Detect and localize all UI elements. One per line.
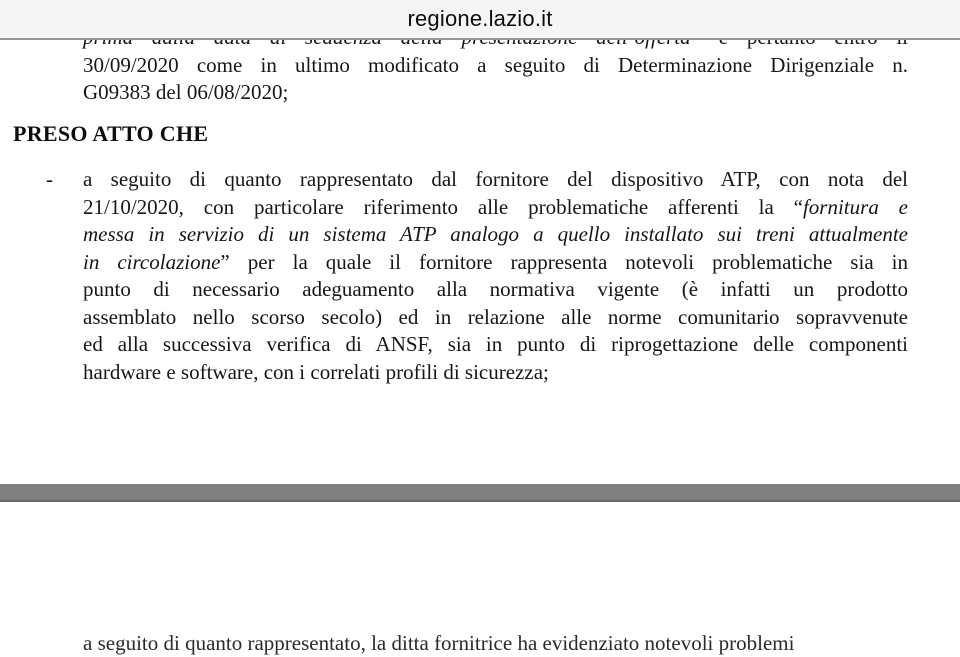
text-line: G09383 del 06/08/2020; [83, 80, 289, 104]
text-line: messa in servizio di un sistema ATP analogo a quello installato sui treni attualmente [83, 222, 908, 246]
section-heading: PRESO ATTO CHE [13, 121, 209, 146]
text-line: assemblato nello scorso secolo) ed in relazione alle norme comunitario sopravvenute [83, 304, 908, 329]
text-line: a seguito di quanto rappresentato dal fornitore del dispositivo ATP, con nota del [83, 167, 908, 191]
text-line: 30/09/2020 come in ultimo modificato a seguito di Determinazione Dirigenziale n. [83, 52, 908, 77]
text-line: punto di necessario adeguamento alla normativa vigente (è infatti un prodotto [83, 277, 908, 301]
text-line: 21/10/2020, con particolare riferimento alle problematiche afferenti la “fornitura e [83, 194, 908, 219]
text-line: in circolazione” per la quale il fornitore rappresenta notevoli problematiche sia in [83, 249, 908, 274]
next-page-clipped-text [83, 629, 917, 657]
browser-header [0, 0, 960, 40]
text-line: a seguito di quanto rappresentato, la ditta fornitrice ha evidenziato notevoli problemi [83, 631, 795, 655]
page-separator-bar [0, 484, 960, 502]
site-title[interactable]: regione.lazio.it [407, 6, 553, 31]
text-line: ed alla successiva verifica di ANSF, sia in punto di riprogettazione delle componenti [83, 332, 908, 356]
pdf-page-next[interactable] [0, 504, 960, 655]
bullet-dash: - [46, 167, 53, 191]
bullet-paragraph [83, 166, 908, 386]
text-line: hardware e software, con i correlati profili di sicurezza; [83, 359, 549, 384]
